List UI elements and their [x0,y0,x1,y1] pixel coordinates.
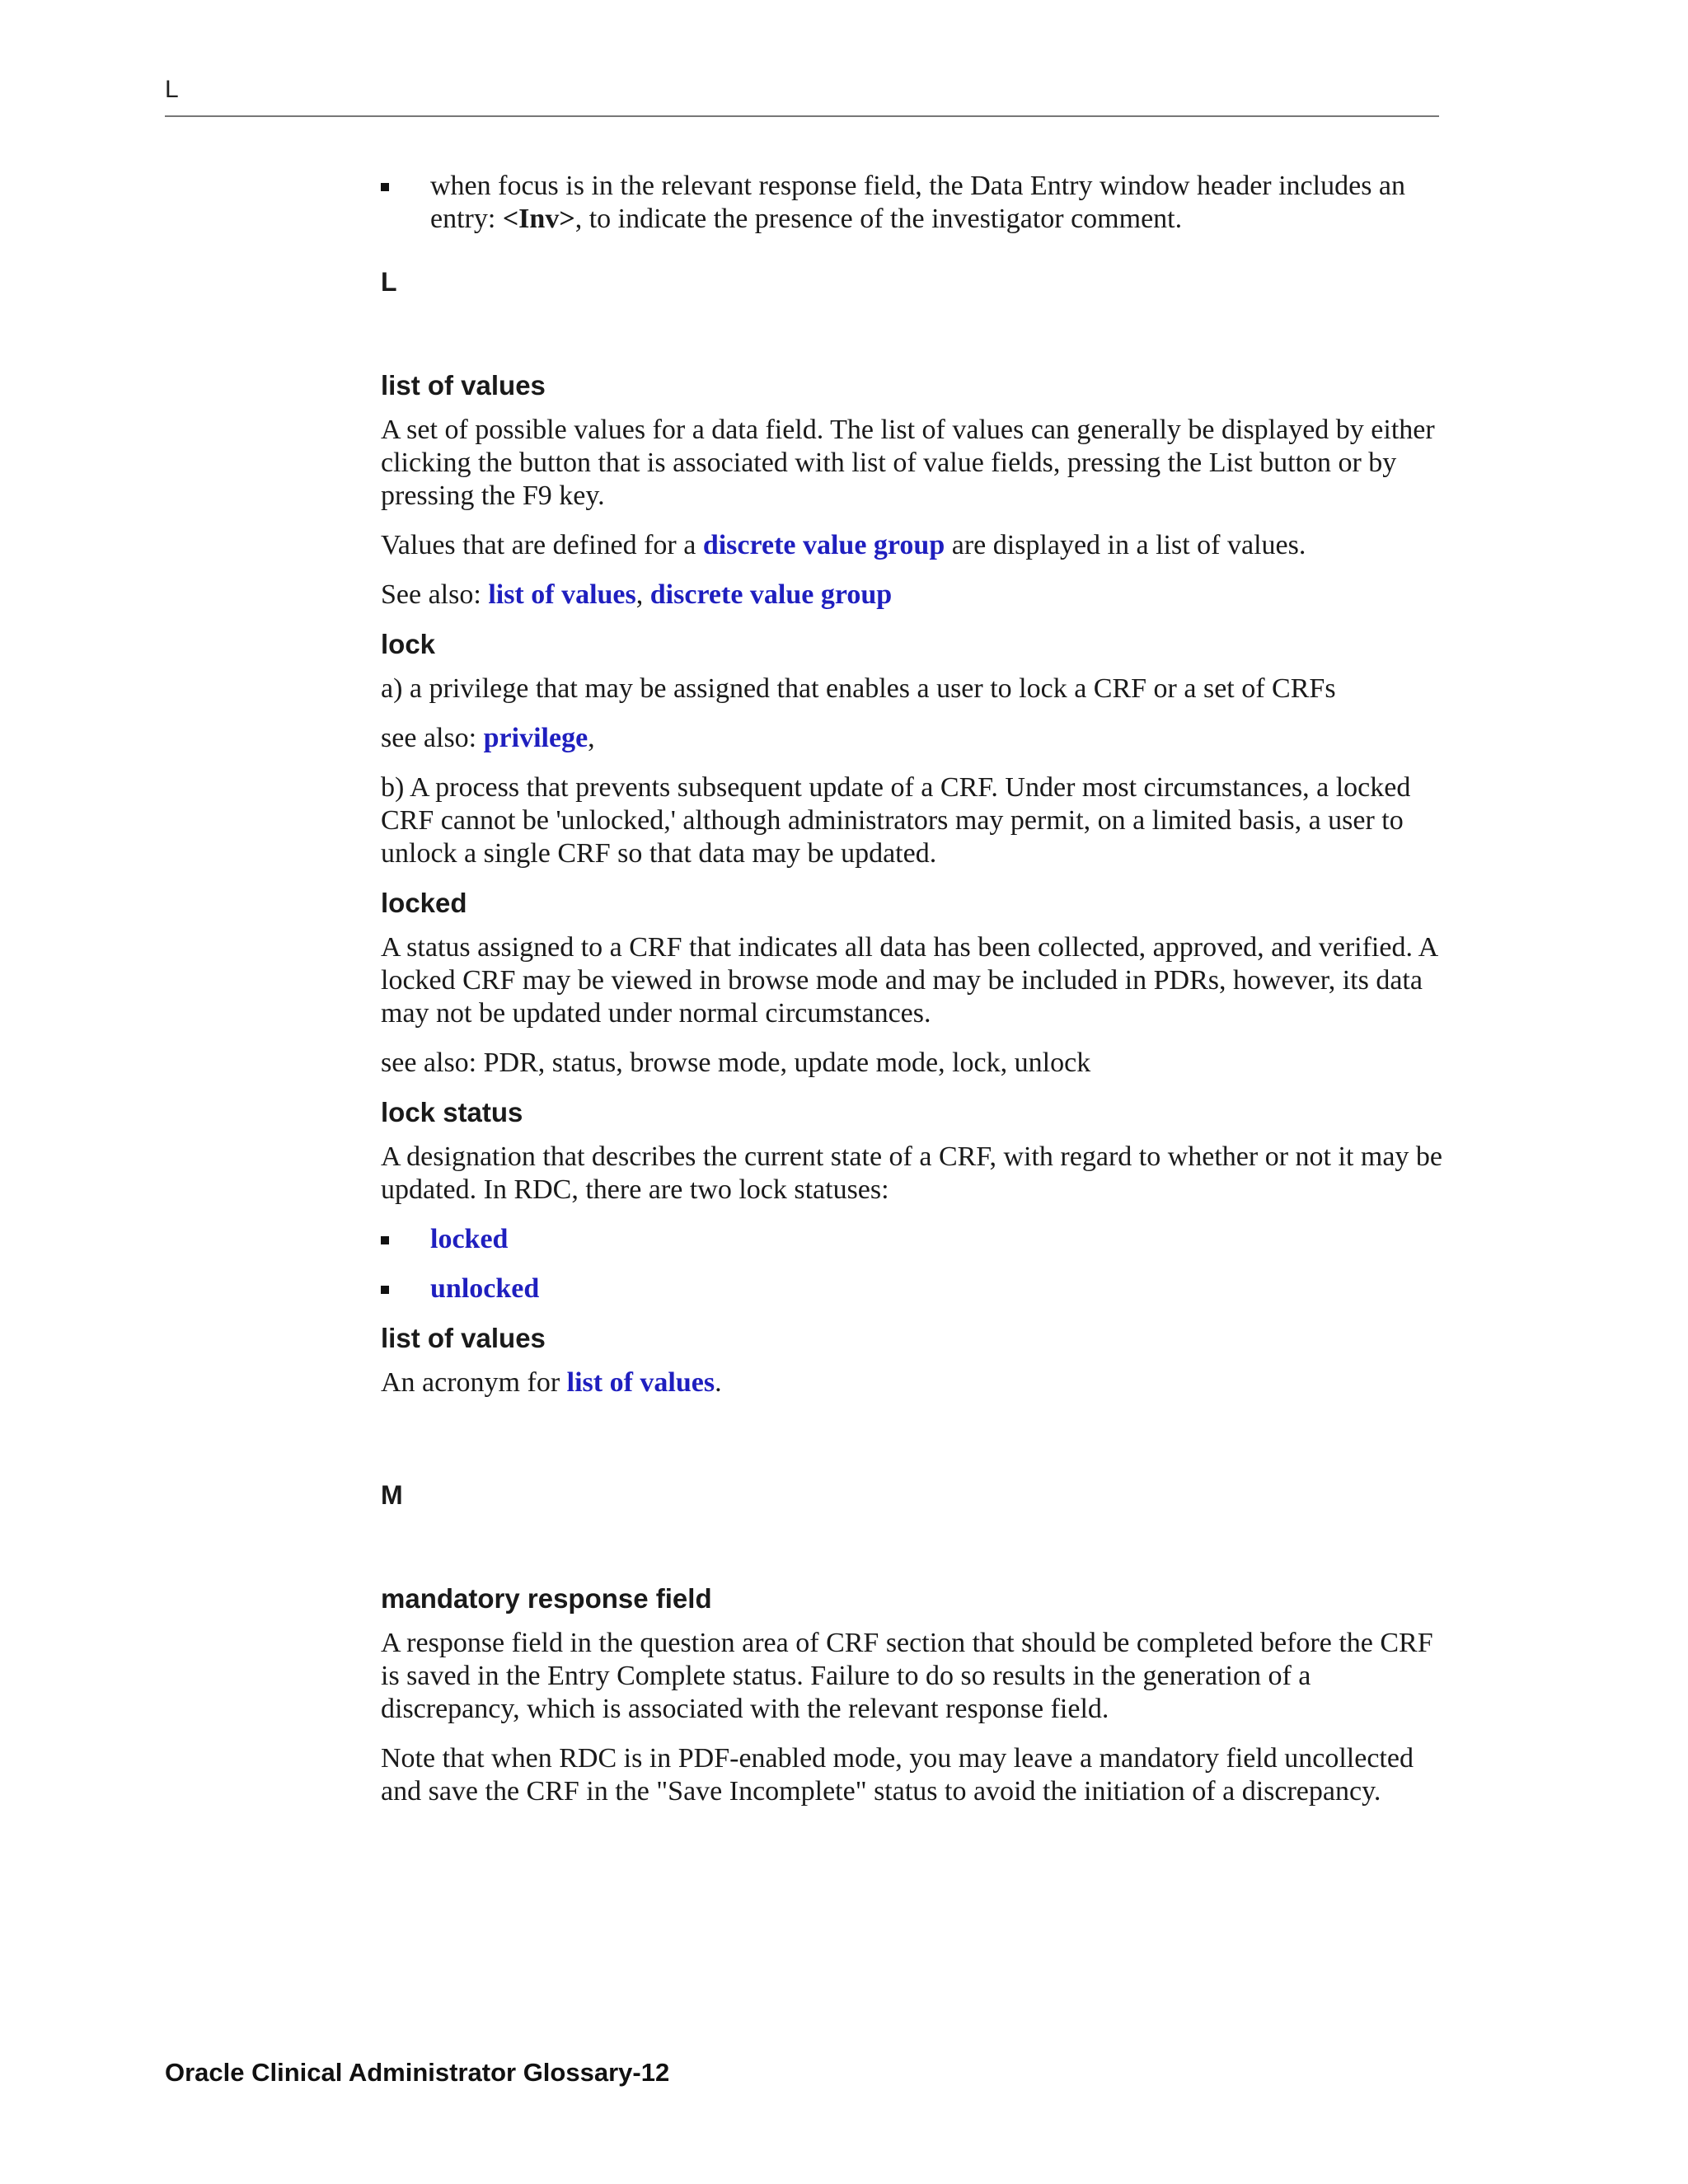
lock-status-bullet [381,1223,1444,1256]
link-privilege[interactable]: privilege [483,723,588,753]
def-list-of-values-p2 [381,529,1444,562]
header-rule [165,115,1439,117]
link-unlocked[interactable]: unlocked [430,1273,540,1304]
term-locked: locked [381,888,467,918]
see-also-label: See also: [381,579,489,610]
bullet-square-icon [381,1286,389,1294]
def-list-of-values-acronym [381,1366,1444,1399]
link-locked[interactable]: locked [430,1224,509,1254]
section-letter-l: L [381,267,397,297]
def-lock-b: b) A process that prevents subsequent update of a CRF. Under most circumstances, a locked CRF cannot be 'unlocked,' although administrators may permit, on a limited basis, a user to unlock a single CRF so that data may be updated. [381,772,1411,869]
def-locked: A status assigned to a CRF that indicates all data has been collected, approved, and verified. A locked CRF may be viewed in browse mode and may be included in PDRs, however, its data may not be updated under normal circumstances. [381,932,1437,1029]
term-mandatory-response-field: mandatory response field [381,1583,712,1614]
see-also-label: see also: [381,723,484,753]
page-footer: Oracle Clinical Administrator Glossary-12 [165,2058,670,2087]
def-mandatory-response-field-2: Note that when RDC is in PDF-enabled mode, you may leave a mandatory field uncollected and save the CRF in the "Save Incomplete" status to avoid the initiation of a discrepancy. [381,1743,1414,1807]
def-mandatory-response-field-1: A response field in the question area of CRF section that should be completed before the CRF is saved in the Entry Complete status. Failure to do so results in the generation of a discrepancy, which is associated with the relevant response field. [381,1628,1433,1724]
bullet-square-icon [381,1236,389,1244]
glossary-content [381,170,1444,1825]
intro-bullet-text-2: , to indicate the presence of the investigator comment. [574,204,1183,234]
term-lock-status: lock status [381,1097,523,1127]
text-span: are displayed in a list of values. [945,530,1306,560]
see-also-lock [381,722,1444,755]
term-list-of-values: list of values [381,370,546,401]
separator: , [588,723,595,753]
link-discrete-value-group-2[interactable]: discrete value group [649,579,893,610]
bullet-square-icon [381,183,389,191]
intro-bullet-text-1: when focus is in the relevant response field, the Data Entry window header includes an entry: [430,171,1406,234]
link-discrete-value-group[interactable]: discrete value group [702,530,945,560]
text-span: Values that are defined for a [381,530,703,560]
running-header: L [165,76,179,103]
intro-bullet [381,170,1444,236]
text-span: . [715,1367,722,1398]
def-lock-a: a) a privilege that may be assigned that enables a user to lock a CRF or a set of CRFs [381,673,1336,704]
term-lock: lock [381,629,436,659]
see-also-list-of-values [381,579,1444,612]
def-list-of-values: A set of possible values for a data field. The list of values can generally be displayed by either clicking the button that is associated with list of value fields, pressing the List button or by pressing the F9 key. [381,415,1435,511]
section-letter-m: M [381,1480,403,1510]
inv-tag: <Inv> [502,204,575,234]
def-lock-status: A designation that describes the current state of a CRF, with regard to whether or not it may be updated. In RDC, there are two lock statuses: [381,1141,1442,1205]
see-also-locked: see also: PDR, status, browse mode, update mode, lock, unlock [381,1047,1091,1078]
separator: , [635,579,650,610]
lock-status-bullet [381,1272,1444,1305]
text-span: An acronym for [381,1367,567,1398]
term-list-of-values-acronym: list of values [381,1323,546,1353]
link-list-of-values[interactable]: list of values [488,579,636,610]
link-list-of-values-3[interactable]: list of values [566,1367,715,1398]
